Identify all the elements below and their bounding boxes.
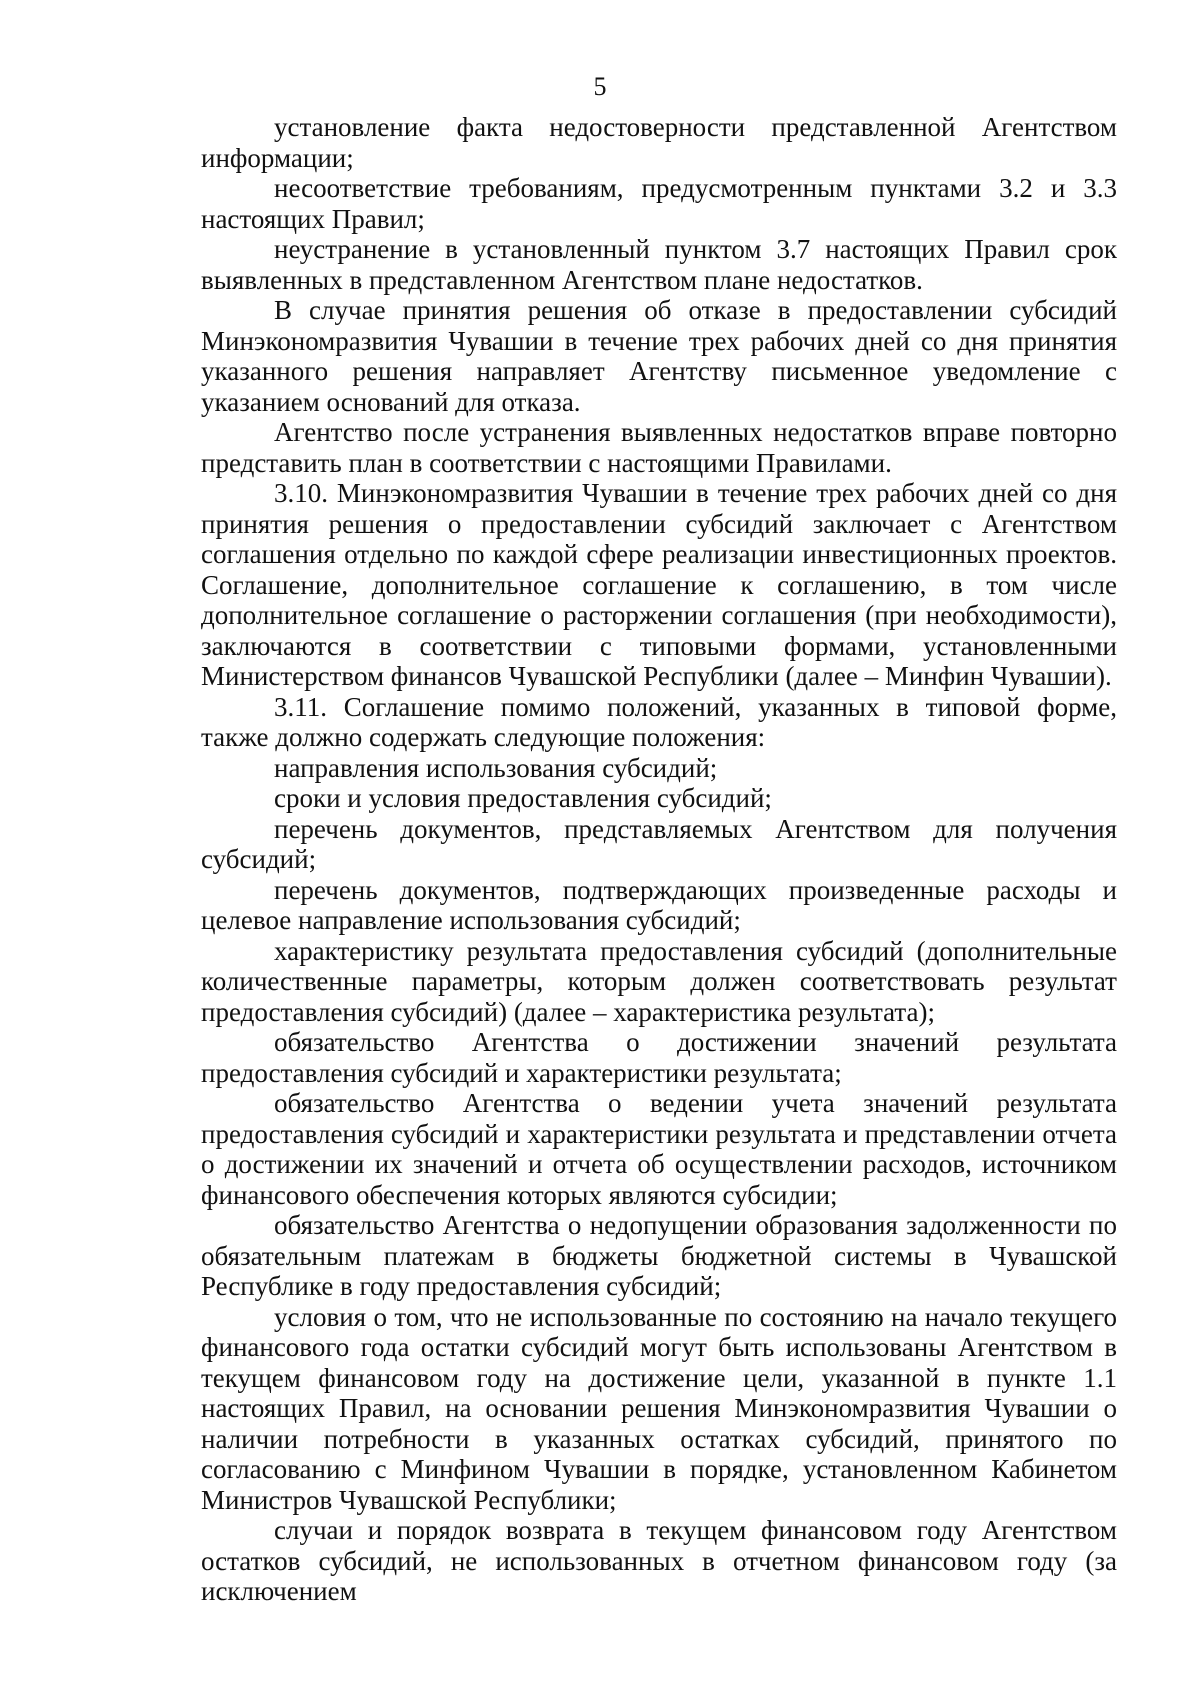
paragraph: неустранение в установленный пунктом 3.7 настоящих Правил срок выявленных в представленном Агентством плане недостатков. bbox=[201, 234, 1117, 295]
paragraph: направления использования субсидий; bbox=[274, 752, 718, 783]
paragraph: перечень документов, представляемых Агентством для получения субсидий; bbox=[201, 813, 1117, 874]
paragraph: сроки и условия предоставления субсидий; bbox=[274, 783, 772, 813]
paragraph: характеристику результата предоставления субсидий (дополнительные количественные параметры, которым должен соответствовать результат предоставления субсидий) (далее – характеристика результата); bbox=[201, 935, 1117, 1027]
paragraph: несоответствие требованиям, предусмотренным пунктами 3.2 и 3.3 настоящих Правил; bbox=[201, 173, 1117, 234]
paragraph: В случае принятия решения об отказе в предоставлении субсидий Минэкономразвития Чувашии в течение трех рабочих дней со дня принятия указанного решения направляет Агентству письменное уведомление с указанием оснований для отказа. bbox=[201, 295, 1117, 417]
paragraph: 3.11. Соглашение помимо положений, указанных в типовой форме, также должно содержать следующие положения: bbox=[201, 691, 1117, 752]
paragraph: случаи и порядок возврата в текущем финансовом году Агентством остатков субсидий, не использованных в отчетном финансовом году (за исключением bbox=[201, 1515, 1117, 1606]
page-number: 5 bbox=[593, 72, 607, 101]
paragraph: установление факта недостоверности представленной Агентством информации; bbox=[201, 112, 1117, 173]
paragraph: обязательство Агентства о ведении учета значений результата предоставления субсидий и характеристики результата и представлении отчета о достижении их значений и отчета об осуществлении расходов, источником финансового обеспечения которых являются субсидии; bbox=[201, 1088, 1117, 1210]
document-body bbox=[201, 112, 1117, 1607]
paragraph: условия о том, что не использованные по состоянию на начало текущего финансового года остатки субсидий могут быть использованы Агентством в текущем финансовом году на достижение цели, указанной в пункте 1.1 настоящих Правил, на основании решения Минэкономразвития Чувашии о наличии потребности в указанных остатках субсидий, принятого по согласованию с Минфином Чувашии в порядке, установленном Кабинетом Министров Чувашской Республики; bbox=[201, 1301, 1117, 1515]
paragraph: 3.10. Минэкономразвития Чувашии в течение трех рабочих дней со дня принятия решения о предоставлении субсидий заключает с Агентством соглашения отдельно по каждой сфере реализации инвестиционных проектов. Соглашение, дополнительное соглашение к соглашению, в том числе дополнительное соглашение о расторжении соглашения (при необходимости), заключаются в соответствии с типовыми формами, установленными Министерством финансов Чувашской Республики (далее – Минфин Чувашии). bbox=[201, 478, 1117, 691]
paragraph: обязательство Агентства о недопущении образования задолженности по обязательным платежам в бюджеты бюджетной системы в Чувашской Республике в году предоставления субсидий; bbox=[201, 1210, 1117, 1301]
paragraph: перечень документов, подтверждающих произведенные расходы и целевое направление использования субсидий; bbox=[201, 874, 1117, 935]
paragraph: Агентство после устранения выявленных недостатков вправе повторно представить план в соответствии с настоящими Правилами. bbox=[201, 417, 1117, 478]
paragraph: обязательство Агентства о достижении значений результата предоставления субсидий и характеристики результата; bbox=[201, 1027, 1117, 1088]
